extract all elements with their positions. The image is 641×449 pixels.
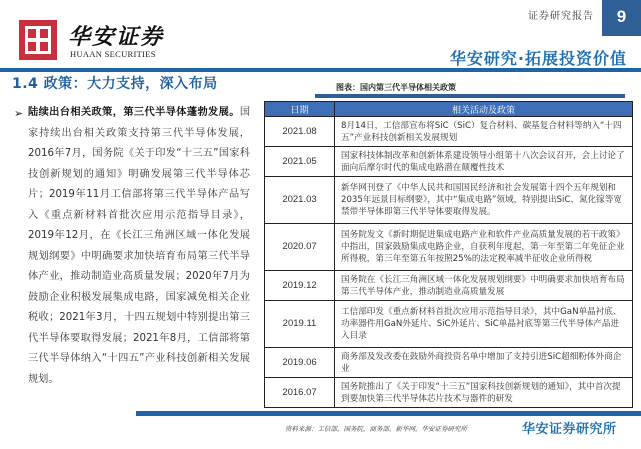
table-row xyxy=(265,271,633,301)
page-number: 9 xyxy=(602,0,641,36)
row-policy: 8月14日，工信部宣布将SiC（SiC）复合材料、碳基复合材料等纳入“十四五”产业科技创新相关发展规划 xyxy=(335,117,633,147)
row-policy: 国务院推出了《关于印发“十三五”国家科技创新规划的通知》，其中首次提到要加快第三代半导体芯片技术与器件的研发 xyxy=(335,378,633,408)
header-slogan: 华安研究·拓展投资价值 xyxy=(449,49,627,68)
footer-divider xyxy=(136,411,641,416)
table-row xyxy=(265,224,633,271)
body-text: 国家持续出台相关政策支持第三代半导体发展，2016年7月，国务院《关于印发“十三五”国家科技创新规划的通知》明确发展第三代半导体芯片；2019年11月工信部将第三代半导体产品写入《重点新材料首批次应用示范指导目录》，2019年12月，在《长江三角洲区域一体化发展规划纲要》中明确要求加快培育布局第三代半导体产业，推动制造业高质量发展；2020年7月为鼓励企业积极发展集成电路，国家减免相关企业税收；2021年3月，十四五规划中特别提出第三代半导体要取得发展；2021年8月，工信部将第三代半导体纳入“十四五”产业科技创新相关发展规划。 xyxy=(28,107,250,385)
row-date: 2019.06 xyxy=(265,348,335,378)
table-header-row xyxy=(265,102,633,117)
source-note: 资料来源：工信部，国务院，商务部，新华网，华安证券研究所 xyxy=(285,425,467,433)
row-date: 2021.05 xyxy=(265,147,335,177)
row-date: 2021.03 xyxy=(265,177,335,224)
table-row xyxy=(265,177,633,224)
section-title: 1.4 政策：大力支持，深入布局 xyxy=(12,76,218,92)
brand-name-cn: 华安证券 xyxy=(68,24,165,50)
row-date: 2019.12 xyxy=(265,271,335,301)
table-row xyxy=(265,301,633,348)
row-date: 2020.07 xyxy=(265,224,335,271)
report-label: 证券研究报告 xyxy=(528,11,594,22)
body-paragraph xyxy=(28,103,250,390)
policy-table xyxy=(264,101,633,408)
table-row xyxy=(265,147,633,177)
header-divider xyxy=(0,68,641,72)
row-policy: 国务院发文《新时期促进集成电路产业和软件产业高质量发展的若干政策》中指出，国家鼓励集成电路企业，自获利年度起，第一年至第二年免征企业所得税，第三年至第五年按照25%的法定税率减半征收企业所得税 xyxy=(335,224,633,271)
figure-caption: 图表：国内第三代半导体相关政策 xyxy=(336,83,456,92)
row-date: 2021.08 xyxy=(265,117,335,147)
body-lead: 陆续出台相关政策，第三代半导体蓬勃发展。 xyxy=(28,107,240,118)
huaan-logo xyxy=(19,20,57,60)
logo-glyph-icon xyxy=(25,26,51,54)
brand-name-en: HUAAN SECURITIES xyxy=(70,49,156,59)
row-policy: 国家科技体制改革和创新体系建设领导小组第十八次会议召开，会上讨论了面向后摩尔时代的集成电路潜在颠覆性技术 xyxy=(335,147,633,177)
column-header-date: 日期 xyxy=(265,102,335,117)
column-header-policy: 相关活动及政策 xyxy=(335,102,633,117)
row-policy: 国务院在《长江三角洲区域一体化发展规划纲要》中明确要求加快培育布局第三代半导体产业，推动制造业高质量发展 xyxy=(335,271,633,301)
row-policy: 工信部印发《重点新材料首批次应用示范指导目录》，其中GaN单晶衬底、功率器件用GaN外延片、SiC外延片、SiC单晶衬底等第三代半导体产品进入目录 xyxy=(335,301,633,348)
row-policy: 商务部及发改委在鼓励外商投资名单中增加了支持引进SiC超细粉体外商企业 xyxy=(335,348,633,378)
row-date: 2019.11 xyxy=(265,301,335,348)
row-policy: 新华网刊登了《中华人民共和国国民经济和社会发展第十四个五年规划和2035年远景目标纲要》，其中“集成电路”领域，特别提出SiC、氮化镓等宽禁带半导体即第三代半导体要取得发展。 xyxy=(335,177,633,224)
table-row xyxy=(265,348,633,378)
table-row xyxy=(265,378,633,408)
footer-brand: 华安证券研究所 xyxy=(522,422,617,437)
table-row xyxy=(265,117,633,147)
row-date: 2016.07 xyxy=(265,378,335,408)
bullet-arrow-icon: ➢ xyxy=(14,107,24,120)
figure-divider xyxy=(315,94,625,98)
